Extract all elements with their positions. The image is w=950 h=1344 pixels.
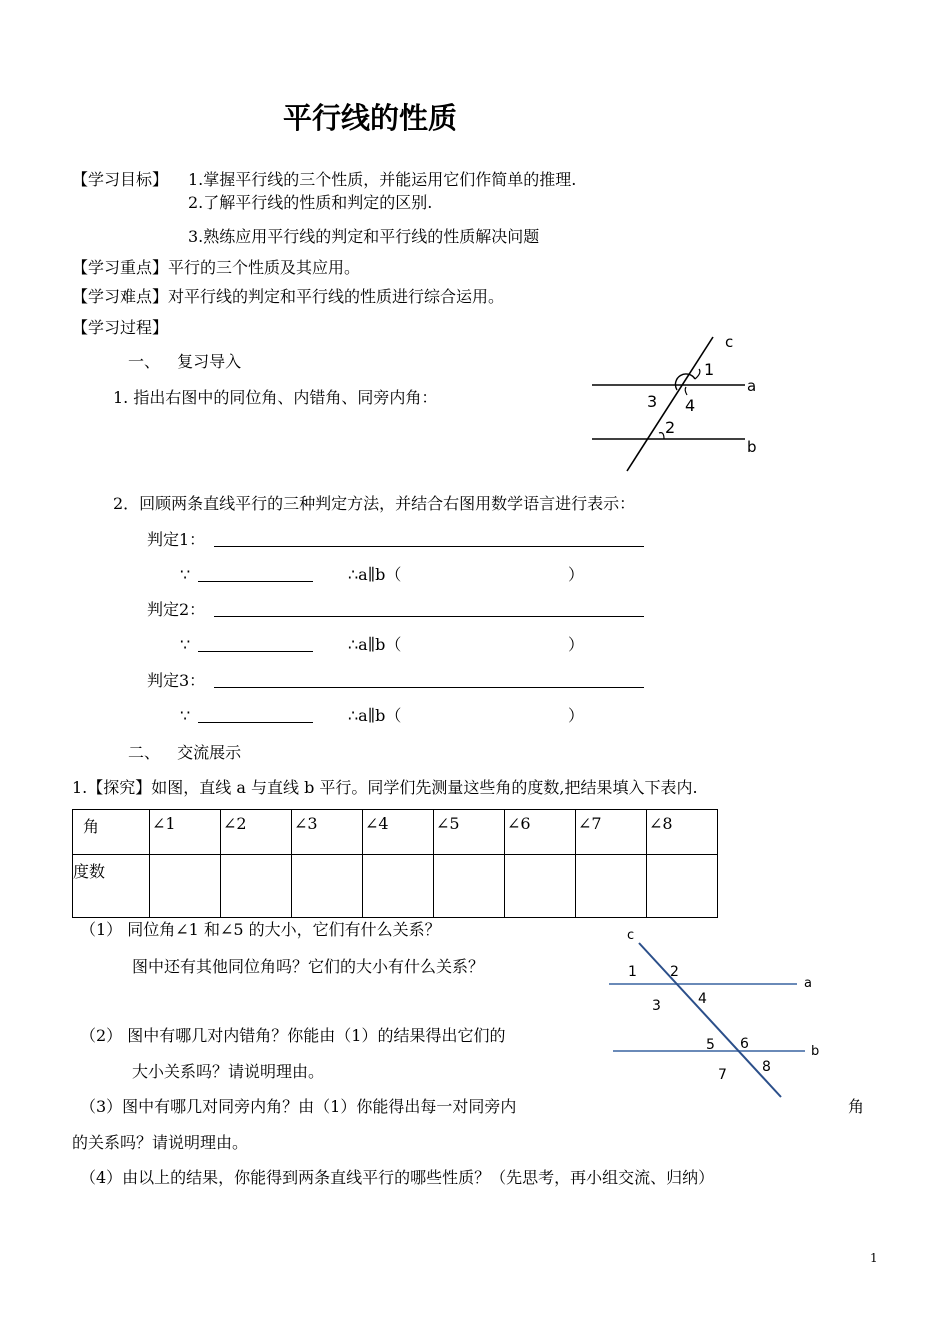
judgement-1-blank[interactable] (214, 530, 644, 547)
judgement-2-therefore: ∴a∥b（ (348, 635, 402, 654)
fig2-label-a: a (804, 976, 812, 991)
judgement-3-close: ） (568, 706, 585, 725)
table-cell-angle-2: ∠2 (221, 810, 292, 855)
fig2-label-2: 2 (670, 964, 679, 980)
section1-q1: 1. 指出右图中的同位角、内错角、同旁内角： (113, 388, 438, 407)
judgement-2-close: ） (568, 635, 585, 654)
judgement-2-because: ∵ (180, 635, 191, 654)
fig2-label-c: c (627, 928, 635, 943)
key-point: 【学习重点】平行的三个性质及其应用。 (72, 258, 361, 277)
fig1-label-3: 3 (647, 392, 658, 411)
page-title: 平行线的性质 (283, 101, 458, 135)
fig2-label-1: 1 (628, 964, 637, 980)
fig1-label-c: c (725, 333, 734, 351)
judgement-2-label: 判定2： (147, 600, 206, 619)
fig2-line-c (639, 943, 781, 1097)
judgement-3-blank[interactable] (214, 671, 644, 688)
fig2-label-4: 4 (698, 991, 707, 1007)
table-header-degree: 度数 (73, 855, 150, 918)
question-1b: 图中还有其他同位角吗？它们的大小有什么关系？ (132, 957, 485, 976)
degree-input-4[interactable] (363, 855, 434, 918)
degree-input-5[interactable] (434, 855, 505, 918)
question-2b: 大小关系吗？请说明理由。 (132, 1062, 325, 1081)
figure-parallel-lines-2 (605, 925, 845, 1105)
question-3b: 的关系吗？请说明理由。 (72, 1133, 249, 1152)
fig1-label-2: 2 (665, 418, 676, 437)
fig1-label-4: 4 (685, 396, 696, 415)
fig2-label-3: 3 (652, 998, 661, 1014)
degree-input-8[interactable] (647, 855, 718, 918)
judgement-3-therefore: ∴a∥b（ (348, 706, 402, 725)
table-cell-angle-7: ∠7 (576, 810, 647, 855)
objectives-label: 【学习目标】 (72, 170, 169, 189)
fig2-label-7: 7 (718, 1067, 727, 1083)
difficulty: 【学习难点】对平行线的判定和平行线的性质进行综合运用。 (72, 287, 505, 306)
judgement-2-blank[interactable] (214, 600, 644, 617)
objective-2: 2.了解平行线的性质和判定的区别. (188, 193, 433, 212)
fig2-label-b: b (811, 1044, 820, 1059)
fig1-label-b: b (747, 438, 757, 456)
degree-input-7[interactable] (576, 855, 647, 918)
process-label: 【学习过程】 (72, 318, 169, 337)
judgement-3-because: ∵ (180, 706, 191, 725)
judgement-1-close: ） (568, 565, 585, 584)
judgement-1-because: ∵ (180, 565, 191, 584)
judgement-3-condition-blank[interactable] (198, 706, 313, 723)
angle-measure-table (72, 809, 718, 918)
objective-1: 1.掌握平行线的三个性质，并能运用它们作简单的推理. (188, 170, 577, 189)
page-number: 1 (870, 1251, 878, 1265)
degree-input-6[interactable] (505, 855, 576, 918)
section1-q2: 2．回顾两条直线平行的三种判定方法，并结合右图用数学语言进行表示： (113, 494, 636, 513)
question-3a: （3）图中有哪几对同旁内角？由（1）你能得出每一对同旁内 (80, 1097, 517, 1116)
table-cell-angle-1: ∠1 (150, 810, 221, 855)
table-cell-angle-8: ∠8 (647, 810, 718, 855)
table-cell-angle-3: ∠3 (292, 810, 363, 855)
table-header-angle: 角 (73, 810, 150, 855)
section1-heading: 一、 复习导入 (128, 352, 242, 371)
degree-input-3[interactable] (292, 855, 363, 918)
objective-3: 3.熟练应用平行线的判定和平行线的性质解决问题 (188, 227, 540, 246)
judgement-1-therefore: ∴a∥b（ (348, 565, 402, 584)
question-1a: （1） 同位角∠1 和∠5 的大小，它们有什么关系？ (80, 920, 441, 939)
figure-parallel-lines-1 (585, 333, 775, 473)
explore-prompt: 1.【探究】如图，直线 a 与直线 b 平行。同学们先测量这些角的度数,把结果填入下表内. (72, 778, 698, 797)
judgement-1-condition-blank[interactable] (198, 565, 313, 582)
fig1-label-a: a (747, 377, 757, 395)
section2-heading: 二、 交流展示 (128, 743, 242, 762)
degree-input-1[interactable] (150, 855, 221, 918)
question-2a: （2） 图中有哪几对内错角？你能由（1）的结果得出它们的 (80, 1026, 506, 1045)
table-cell-angle-4: ∠4 (363, 810, 434, 855)
fig2-label-6: 6 (740, 1036, 749, 1052)
question-4: （4）由以上的结果，你能得到两条直线平行的哪些性质？（先思考，再小组交流、归纳） (80, 1168, 715, 1187)
fig1-label-1: 1 (704, 360, 715, 379)
fig2-label-5: 5 (706, 1037, 715, 1053)
judgement-1-label: 判定1： (147, 530, 206, 549)
judgement-2-condition-blank[interactable] (198, 635, 313, 652)
question-3a-end: 角 (848, 1097, 865, 1116)
degree-input-2[interactable] (221, 855, 292, 918)
fig2-label-8: 8 (762, 1059, 771, 1075)
table-cell-angle-6: ∠6 (505, 810, 576, 855)
judgement-3-label: 判定3： (147, 671, 206, 690)
table-cell-angle-5: ∠5 (434, 810, 505, 855)
